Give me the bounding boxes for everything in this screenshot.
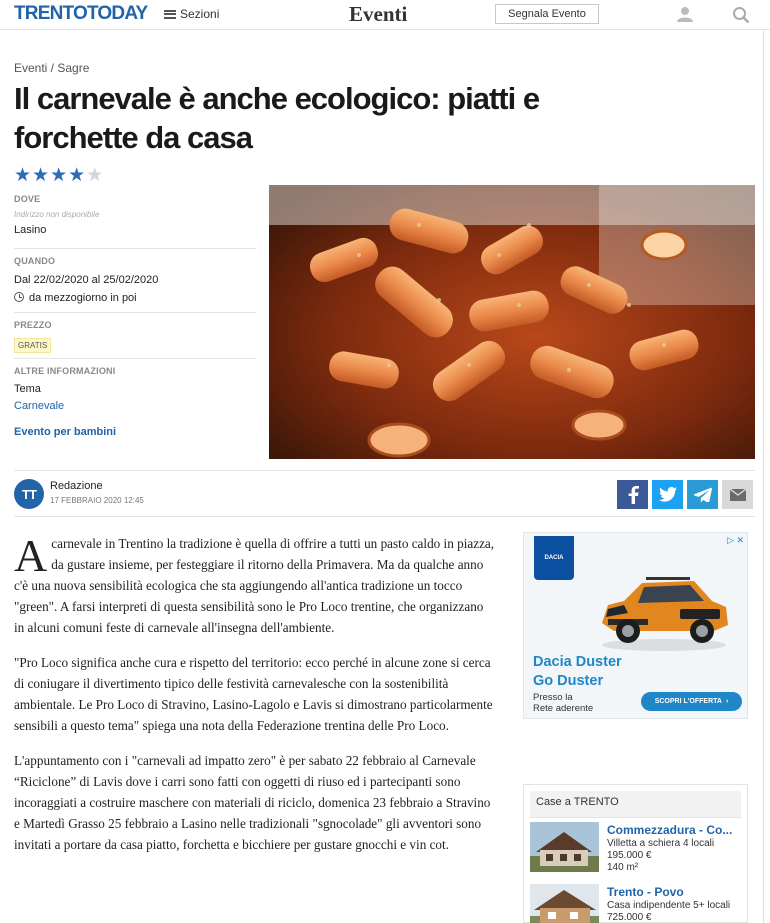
twitter-icon [659, 487, 677, 502]
logo-light-text: TODAY [86, 3, 148, 24]
sections-menu-label: Sezioni [180, 7, 220, 21]
house-thumbnail [530, 822, 599, 872]
clock-icon [14, 292, 24, 302]
other-info-label: ALTRE INFORMAZIONI [14, 366, 116, 376]
article-body [14, 530, 496, 869]
report-event-button[interactable]: Segnala Evento [495, 4, 599, 24]
share-telegram-button[interactable] [687, 480, 718, 509]
section-title: Eventi [349, 2, 408, 26]
ad-cta-label: SCOPRI L'OFFERTA [654, 698, 722, 705]
menu-icon [164, 10, 176, 19]
search-icon[interactable] [732, 6, 750, 24]
kids-event-link[interactable]: Evento per bambini [14, 426, 117, 438]
price-badge: GRATIS [14, 338, 51, 353]
event-place: Lasino [14, 224, 47, 236]
where-label: DOVE [14, 194, 41, 204]
dacia-ad-banner[interactable] [523, 532, 748, 719]
ad-choices-icon[interactable]: ▷ ✕ [727, 535, 744, 545]
dacia-logo: DACIA [534, 536, 574, 580]
house-price: 195.000 € [607, 850, 652, 861]
when-block [14, 249, 256, 313]
article-paragraph [14, 530, 496, 638]
event-time [14, 292, 256, 304]
house-type: Villetta a schiera 4 locali [607, 838, 715, 849]
user-icon[interactable] [677, 6, 693, 22]
telegram-icon [694, 487, 712, 502]
author-name[interactable]: Redazione [50, 480, 103, 492]
ad-title-line-2: Go Duster [533, 673, 604, 689]
mail-icon [730, 489, 746, 501]
event-time-text: da mezzogiorno in poi [29, 292, 137, 304]
star-icon[interactable]: ★ [68, 165, 86, 186]
publish-date: 17 FEBBRAIO 2020 12:45 [50, 496, 144, 505]
when-label: QUANDO [14, 256, 56, 266]
ad-subtitle [533, 692, 593, 714]
star-icon[interactable]: ★ [14, 165, 32, 186]
price-label: PREZZO [14, 320, 52, 330]
star-icon[interactable]: ★ [86, 165, 104, 186]
house-listing[interactable] [530, 822, 742, 874]
house-thumbnail [530, 884, 599, 923]
page-edge-rule [763, 30, 764, 923]
ad-cta-button[interactable] [641, 692, 742, 711]
price-row [14, 335, 256, 353]
address-note: Indirizzo non disponibile [14, 210, 100, 219]
houses-widget-title[interactable]: Case a TRENTO [530, 791, 741, 818]
houses-widget [523, 784, 748, 923]
ad-title [533, 653, 622, 691]
author-bar [14, 470, 755, 517]
facebook-icon [627, 486, 639, 504]
share-facebook-button[interactable] [617, 480, 648, 509]
paragraph-1-text: carnevale in Trentino la tradizione è quella di offrire a tutti un pasto caldo in piazza, da gustare insieme, per festeggiare il ritorno della Primavera. Ma da qualche anno c'è una nuova sensibilità ecologica che sta aggiungendo all'antica tradizione un tocco "green". A farsi interpreti di questa sensibilità sono le Pro Loco trentine, che organizzano in alcuni comuni feste di carnevale all'insegna dell'ambiente. [14, 536, 495, 635]
share-twitter-button[interactable] [652, 480, 683, 509]
drop-cap: A [14, 530, 48, 581]
event-dates: Dal 22/02/2020 al 25/02/2020 [14, 274, 159, 286]
article-title: Il carnevale è anche ecologico: piatti e forchette da casa [14, 81, 540, 155]
site-logo[interactable] [14, 3, 147, 25]
logo-bold-text: TRENTO [14, 3, 87, 24]
sections-menu-button[interactable] [164, 7, 219, 21]
ad-title-line-1: Dacia Duster [533, 654, 622, 670]
article-paragraph: L'appuntamento con i "carnevali ad impatto zero" è per sabato 22 febbraio al Carnevale “Riciclone” di Lavis dove i carri sono fatti con oggetti di riuso ed i partecipanti sono incoraggiati a costruire maschere con materiali di riciclo, domenica 23 febbraio a Stravino e Martedì Grasso 25 febbraio a Lasino nelle tradizionali "sgnocolade" gli avventori sono invitati a portare da casa piatto, forchetta e bicchiere per gustare gnocchi e vin cot. [14, 753, 491, 852]
ad-subtitle-line-1: Presso la [533, 692, 573, 703]
star-rating[interactable] [14, 166, 103, 185]
ad-subtitle-line-2: Rete aderente [533, 703, 594, 714]
theme-label: Tema [14, 383, 41, 395]
house-type: Casa indipendente 5+ locali [607, 900, 731, 911]
where-block [14, 189, 256, 249]
star-icon[interactable]: ★ [32, 165, 50, 186]
house-price: 725.000 € [607, 912, 652, 923]
top-bar [0, 0, 770, 30]
author-avatar[interactable]: TT [14, 479, 44, 509]
house-title[interactable]: Commezzadura - Co... [607, 823, 733, 837]
house-listing[interactable] [530, 884, 742, 923]
breadcrumb[interactable]: Eventi / Sagre [14, 61, 90, 75]
other-info-block [14, 359, 256, 438]
house-title[interactable]: Trento - Povo [607, 885, 684, 899]
theme-link[interactable]: Carnevale [14, 400, 65, 412]
star-icon[interactable]: ★ [50, 165, 68, 186]
share-email-button[interactable] [722, 480, 753, 509]
car-image [594, 561, 734, 653]
chevron-right-icon: › [725, 698, 729, 705]
price-block [14, 313, 256, 359]
event-info-panel [14, 189, 256, 438]
article-paragraph: "Pro Loco significa anche cura e rispetto del territorio: ecco perché in alcune zone si cerca di coniugare il divertimento tipico delle festività carnevalesche con la sostenibilità ambientale. Le Pro Loco di Stravino, Lasino-Lagolo e Lavis si dimostrano particolarmente sensibili a questo tema" spiega una nota della Federazione trentina delle Pro Loco. [14, 655, 493, 733]
pasta-hero-image [269, 185, 755, 459]
house-area: 140 m² [607, 862, 639, 873]
